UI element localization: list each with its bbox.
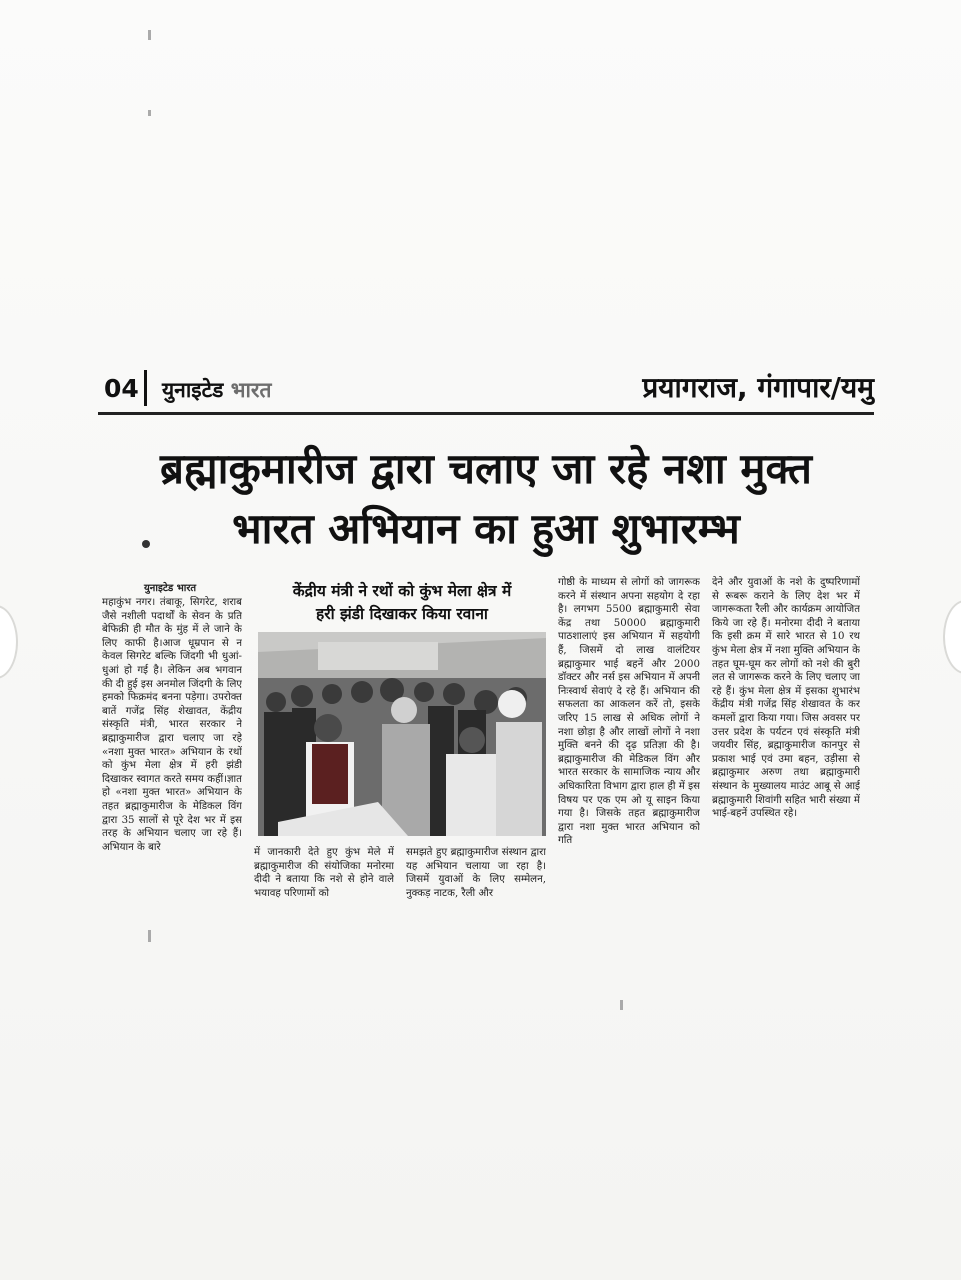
photo-caption-line-1: केंद्रीय मंत्री ने रथों को कुंभ मेला क्षेत्र में (292, 582, 512, 600)
paper-scuff (148, 30, 151, 40)
edition-title: प्रयागराज, गंगापार/यमु (642, 371, 874, 404)
photo-caption (258, 580, 546, 626)
masthead (98, 368, 874, 412)
headline-line-2: भारत अभियान का हुआ शुभारम्भ (232, 504, 740, 553)
news-photo-image (258, 632, 546, 836)
byline: युनाइटेड भारत (144, 583, 197, 594)
headline-line-1: ब्रह्माकुमारीज द्वारा चलाए जा रहे नशा मुक्त (160, 444, 812, 493)
bullet-dot (142, 540, 150, 548)
photo-caption-line-2: हरी झंडी दिखाकर किया रवाना (316, 605, 488, 623)
paper-scuff (148, 110, 151, 116)
punch-hole-right (943, 600, 961, 674)
masthead-divider (144, 370, 147, 406)
page-number: 04 (104, 374, 139, 403)
article-column-3: समझते हुए ब्रह्माकुमारीज संस्थान द्वारा यह अभियान चलाया जा रहा है। जिसमें युवाओं के लिए सम्मेलन, नुक्कड़ नाटक, रैली और (406, 847, 546, 899)
article-column-4: गोष्ठी के माध्यम से लोगों को जागरूक करने में संस्थान अपना सहयोग दे रहा है। लगभग 5500 ब्रह्माकुमारी सेवा केंद्र तथा 50000 ब्रह्माकुमारी पाठशालाएं इस अभियान में सहयोगी हैं, जिसमें दो लाख वालंटियर ब्रह्माकुमार भाई बहनें और 2000 डॉक्टर और नर्स इस अभियान में अपनी निःस्वार्थ सेवाएं दे रहे हैं। अभियान की सफलता का आकलन करें तो, इसके जरिए 15 लाख से अधिक लोगों ने नशा छोड़ा है और लाखों लोगों ने नशा मुक्ति बनने की दृढ़ प्रतिज्ञा की है। ब्रह्माकुमारीज की मेडिकल विंग और भारत सरकार के सामाजिक न्याय और अधिकारिता विभाग द्वारा हाल ही में इस विषय पर एक एम ओ यू साइन किया गया है। जिसके तहत ब्रह्माकुमारीज द्वारा नशा मुक्त भारत अभियान को गति (558, 577, 700, 847)
article-column-2: में जानकारी देते हुए कुंभ मेले में ब्रह्माकुमारीज की संयोजिका मनोरमा दीदी ने बताया कि नशे से होने वाले भयावह परिणामों को (254, 847, 394, 899)
paper-scuff (620, 1000, 623, 1010)
article-column-5: देने और युवाओं के नशे के दुष्परिणामों से रूबरू कराने के लिए देश भर में जागरूकता रैली और कार्यक्रम आयोजित किये जा रहे हैं। मनोरमा दीदी ने बताया कि इसी क्रम में सारे भारत से 10 रथ कुंभ मेला क्षेत्र में नशा मुक्ति अभियान के तहत घूम-घूम कर लोगों को नशे की बुरी लत से जागरूक करने के लिए चलाए जा रहे हैं। कुंभ मेला क्षेत्र में इसका शुभारंभ केंद्रीय मंत्री गजेंद्र सिंह शेखावत के कर कमलों द्वारा किया गया। जिस अवसर पर उत्तर प्रदेश के पर्यटन एवं संस्कृति मंत्री जयवीर सिंह, ब्रह्माकुमारीज कानपुर से प्रकाश भाई एवं उमा बहन, उड़ीसा से ब्रह्माकुमार अरुण तथा ब्रह्माकुमारी संस्थान के मुख्यालय माउंट आबू से आई ब्रह्माकुमारी शिवांगी सहित भारी संख्या में भाई-बहनें उपस्थित रहे। (712, 577, 860, 820)
paper-scuff (148, 930, 151, 942)
publication-name (162, 376, 271, 404)
headline (98, 440, 874, 560)
article-column-1: महाकुंभ नगर। तंबाकू, सिगरेट, शराब जैसे नशीली पदार्थों के सेवन के प्रति बेफिक्री ही मौत के मुंह में ले जाने के लिए काफी है।आज धूम्रपान से न केवल सिगरेट बल्कि जिंदगी भी धुआं-धुआं हो गई है। लेकिन अब भगवान की दी हुई इस अनमोल जिंदगी के लिए हमको फिक्रमंद बनना पड़ेगा। उपरोक्त बातें गजेंद्र सिंह शेखावत, केंद्रीय संस्कृति मंत्री, भारत सरकार ने ब्रह्माकुमारीज द्वारा चलाए जा रहे «नशा मुक्त भारत» अभियान के रथों को कुंभ मेला क्षेत्र में हरी झंडी दिखाकर स्वागत करते समय कहीं।ज्ञात हो «नशा मुक्त भारत» अभियान के तहत ब्रह्माकुमारीज के मेडिकल विंग द्वारा 35 सालों से पूरे देश भर में इस तरह के अभियान चलाए जा रहे हैं। अभियान के बारे (102, 597, 242, 853)
publication-name-dark: युनाइटेड (162, 378, 224, 402)
punch-hole-left (0, 605, 18, 679)
publication-name-light: भारत (230, 378, 272, 402)
news-photo (258, 632, 546, 836)
masthead-rule (98, 412, 874, 415)
